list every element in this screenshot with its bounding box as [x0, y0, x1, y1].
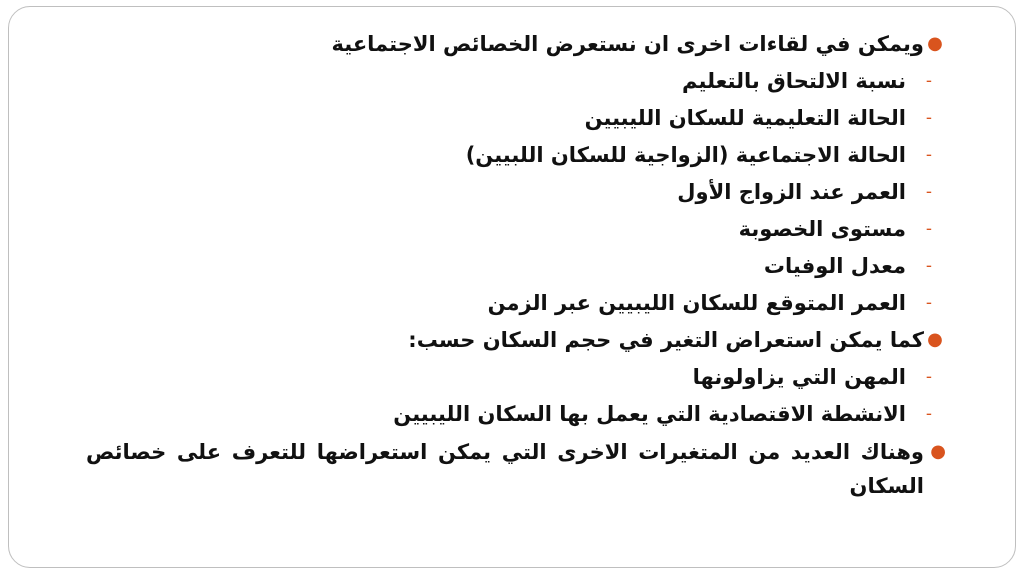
dash-icon: - — [925, 108, 933, 128]
dash-item — [86, 398, 946, 435]
bullet-dot-icon: ● — [930, 441, 946, 462]
dash-icon: - — [925, 404, 933, 424]
bullet-dot-icon: ● — [927, 33, 943, 54]
dash-item — [86, 361, 946, 398]
dash-item — [86, 176, 946, 213]
slide-content — [86, 28, 946, 503]
dash-icon: - — [925, 71, 933, 91]
dash-text: العمر المتوقع للسكان الليبيين عبر الزمن — [487, 291, 906, 315]
dash-icon: - — [925, 182, 933, 202]
bullet-item — [86, 28, 946, 65]
dash-icon: - — [925, 145, 933, 165]
dash-item — [86, 65, 946, 102]
dash-text: الحالة التعليمية للسكان الليبيين — [584, 106, 906, 130]
bullet-item — [86, 324, 946, 361]
dash-icon: - — [925, 256, 933, 276]
dash-text: المهن التي يزاولونها — [692, 365, 906, 389]
bullet-text: ويمكن في لقاءات اخرى ان نستعرض الخصائص الاجتماعية — [331, 32, 924, 56]
bullet-item — [86, 435, 946, 503]
dash-text: العمر عند الزواج الأول — [677, 180, 906, 204]
dash-item — [86, 287, 946, 324]
dash-text: مستوى الخصوبة — [738, 217, 906, 241]
dash-item — [86, 139, 946, 176]
dash-item — [86, 250, 946, 287]
dash-icon: - — [925, 219, 933, 239]
dash-icon: - — [925, 367, 933, 387]
bullet-dot-icon: ● — [927, 329, 943, 350]
dash-text: نسبة الالتحاق بالتعليم — [682, 69, 906, 93]
dash-item — [86, 102, 946, 139]
dash-icon: - — [925, 293, 933, 313]
dash-item — [86, 213, 946, 250]
bullet-text: كما يمكن استعراض التغير في حجم السكان حسب: — [408, 328, 924, 352]
dash-text: الانشطة الاقتصادية التي يعمل بها السكان الليبيين — [393, 402, 906, 426]
bullet-text: وهناك العديد من المتغيرات الاخرى التي يمكن استعراضها للتعرف على خصائص السكان — [86, 440, 924, 498]
dash-text: الحالة الاجتماعية (الزواجية للسكان اللبيين) — [465, 143, 906, 167]
dash-text: معدل الوفيات — [763, 254, 906, 278]
